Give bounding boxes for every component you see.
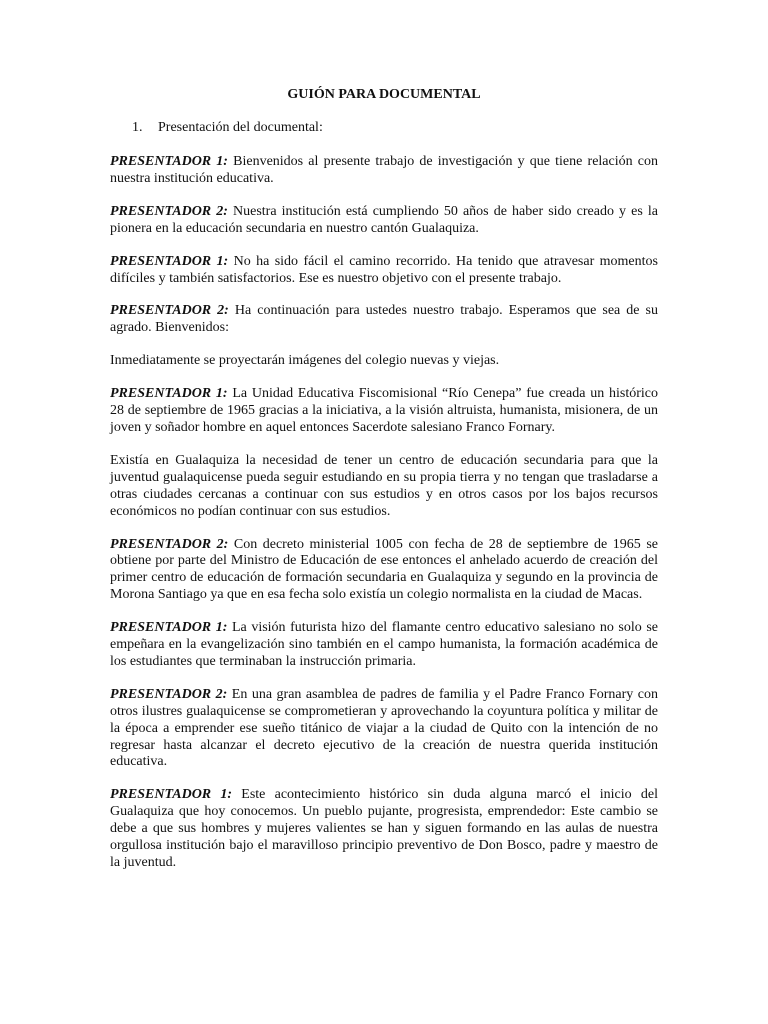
paragraph-text: Existía en Gualaquiza la necesidad de tener un centro de educación secundaria para que la juventud gualaquicense pueda seguir estudiando en su propia tierra y no tengan que trasladarse a otras ciudades cercanas a continuar con sus estudios y en otros casos por los bajos recursos económicos no podían continuar con sus estudios. [110,452,658,519]
paragraph [110,353,658,370]
paragraph [110,453,658,521]
paragraph-text: Con decreto ministerial 1005 con fecha de 28 de septiembre de 1965 se obtiene por parte del Ministro de Educación de ese entonces el anhelado acuerdo de creación del primer centro de educación de formación secundaria en Gualaquiza y segundo en la provincia de Morona Santiago ya que en esa fecha solo existía un colegio normalista en la ciudad de Macas. [110,536,658,603]
speaker-label: PRESENTADOR 2: [110,203,228,219]
paragraph-text: Este acontecimiento histórico sin duda alguna marcó el inicio del Gualaquiza que hoy conocemos. Un pueblo pujante, progresista, emprendedor: Este cambio se debe a que sus hombres y mujeres valientes se han y siguen formando en las aulas de nuestra orgullosa institución bajo el maravilloso principio preventivo de Don Bosco, padre y maestro de la juventud. [110,787,658,870]
speaker-label: PRESENTADOR 1: [110,620,228,636]
document-page [110,86,658,888]
document-title: GUIÓN PARA DOCUMENTAL [287,87,481,102]
paragraph-text: Ha continuación para ustedes nuestro trabajo. Esperamos que sea de su agrado. Bienvenidos: [110,303,658,336]
speaker-label: PRESENTADOR 2: [110,686,228,702]
speaker-label: PRESENTADOR 2: [110,536,229,552]
paragraph-text: Inmediatamente se proyectarán imágenes del colegio nuevas y viejas. [110,353,500,369]
speaker-label: PRESENTADOR 1: [110,386,228,402]
paragraph [110,687,658,772]
speaker-label: PRESENTADOR 1: [110,154,228,169]
list-item-number: 1. [132,120,143,135]
paragraph-text: No ha sido fácil el camino recorrido. Ha tenido que atravesar momentos difíciles y también satisfactorios. Ese es nuestro objetivo con el presente trabajo. [110,253,658,286]
paragraph [110,204,658,238]
speaker-label: PRESENTADOR 2: [110,303,229,319]
paragraph-text: Nuestra institución está cumpliendo 50 años de haber sido creado y es la pionera en la educación secundaria en nuestro cantón Gualaquiza. [110,203,658,236]
paragraph [110,254,658,288]
paragraph-text: En una gran asamblea de padres de familia y el Padre Franco Fornary con otros ilustres gualaquicense se comprometieran y aprovechando la coyuntura política y militar de la época a emprender ese sueño titánico de viajar a la ciudad de Quito con la intención de no regresar hasta alcanzar el decreto ejecutivo de la creación de nuestra querida institución educativa. [110,686,658,770]
paragraph [110,154,658,188]
speaker-label: PRESENTADOR 1: [110,253,229,269]
paragraph [110,303,658,337]
list-item-text: Presentación del documental: [158,120,323,135]
paragraph [110,386,658,437]
paragraph [110,787,658,872]
speaker-label: PRESENTADOR 1: [110,787,233,803]
paragraph-text: La Unidad Educativa Fiscomisional “Río Cenepa” fue creada un histórico 28 de septiembre de 1965 gracias a la iniciativa, a la visión altruista, humanista, misionera, de un joven y soñador hombre en aquel entonces Sacerdote salesiano Franco Fornary. [110,386,658,435]
paragraph [110,537,658,605]
paragraph [110,620,658,671]
paragraph-text: La visión futurista hizo del flamante centro educativo salesiano no solo se empeñara en la evangelización sino también en el campo humanista, la formación académica de los estudiantes que terminaban la instrucción primaria. [110,620,658,669]
list-item [132,119,658,136]
paragraph-text: Bienvenidos al presente trabajo de investigación y que tiene relación con nuestra institución educativa. [110,154,658,186]
